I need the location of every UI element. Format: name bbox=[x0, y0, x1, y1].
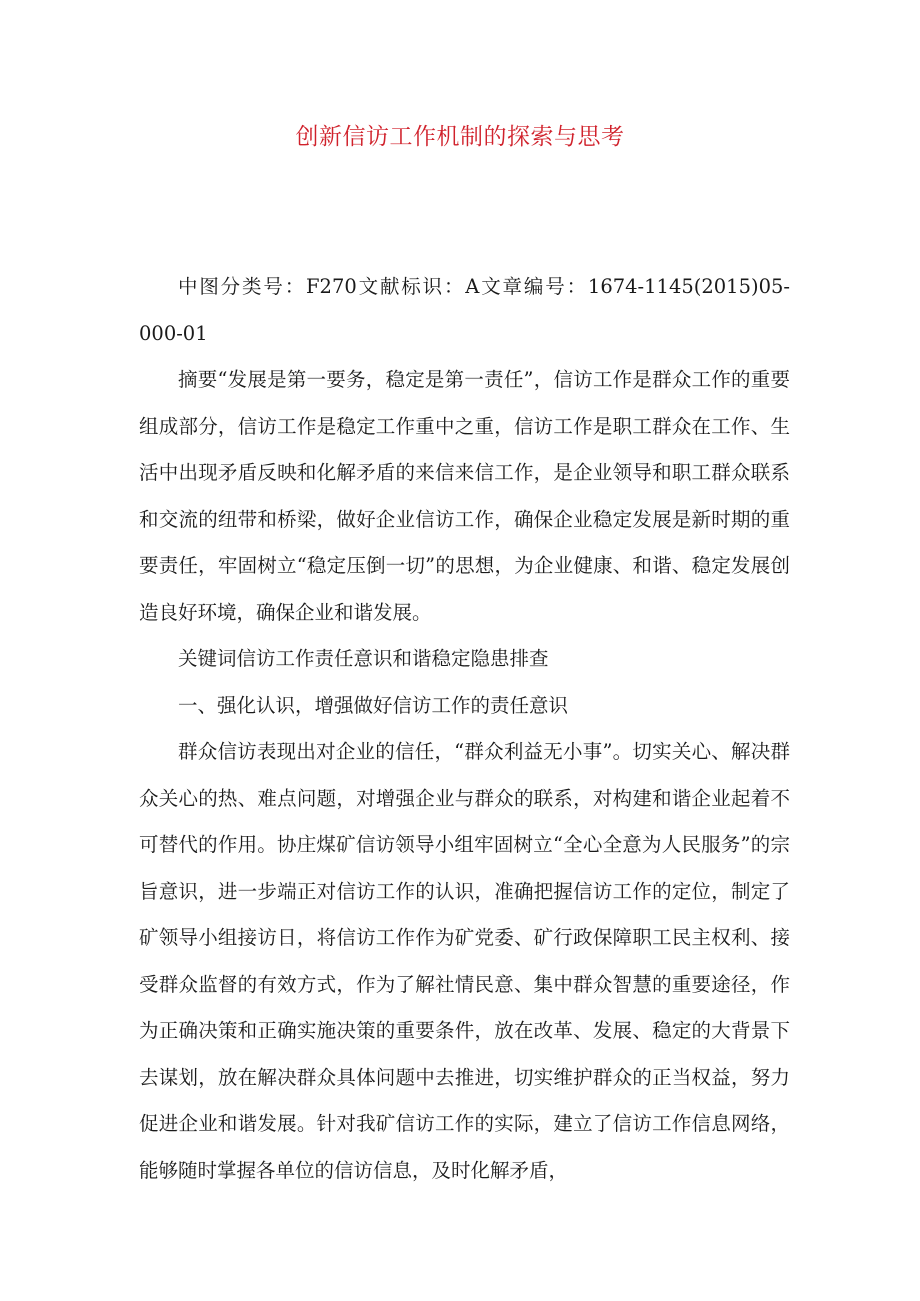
abstract-paragraph: 摘要“发展是第一要务，稳定是第一责任”，信访工作是群众工作的重要组成部分，信访工作是稳定工作重中之重，信访工作是职工群众在工作、生活中出现矛盾反映和化解矛盾的来信来信工作，是企业领导和职工群众联系和交流的纽带和桥梁，做好企业信访工作，确保企业稳定发展是新时期的重要责任，牢固树立“稳定压倒一切”的思想，为企业健康、和谐、稳定发展创造良好环境，确保企业和谐发展。 bbox=[139, 368, 790, 624]
keywords-line: 关键词信访工作责任意识和谐稳定隐患排查 bbox=[178, 647, 549, 670]
classification-line: 中图分类号：F270文献标识：A文章编号：1674-1145(2015)05-000-01 bbox=[139, 275, 790, 345]
section-heading: 一、强化认识，增强做好信访工作的责任意识 bbox=[178, 693, 569, 717]
document-body bbox=[139, 264, 790, 1194]
document-title: 创新信访工作机制的探索与思考 bbox=[295, 124, 625, 150]
body-paragraph: 群众信访表现出对企业的信任，“群众利益无小事”。切实关心、解决群众关心的热、难点问题，对增强企业与群众的联系，对构建和谐企业起着不可替代的作用。协庄煤矿信访领导小组牢固树立“全心全意为人民服务”的宗旨意识，进一步端正对信访工作的认识，准确把握信访工作的定位，制定了矿领导小组接访日，将信访工作作为矿党委、矿行政保障职工民主权利、接受群众监督的有效方式，作为了解社情民意、集中群众智慧的重要途径，作为正确决策和正确实施决策的重要条件，放在改革、发展、稳定的大背景下去谋划，放在解决群众具体问题中去推进，切实维护群众的正当权益，努力促进企业和谐发展。针对我矿信访工作的实际，建立了信访工作信息网络，能够随时掌握各单位的信访信息，及时化解矛盾， bbox=[139, 740, 790, 1182]
